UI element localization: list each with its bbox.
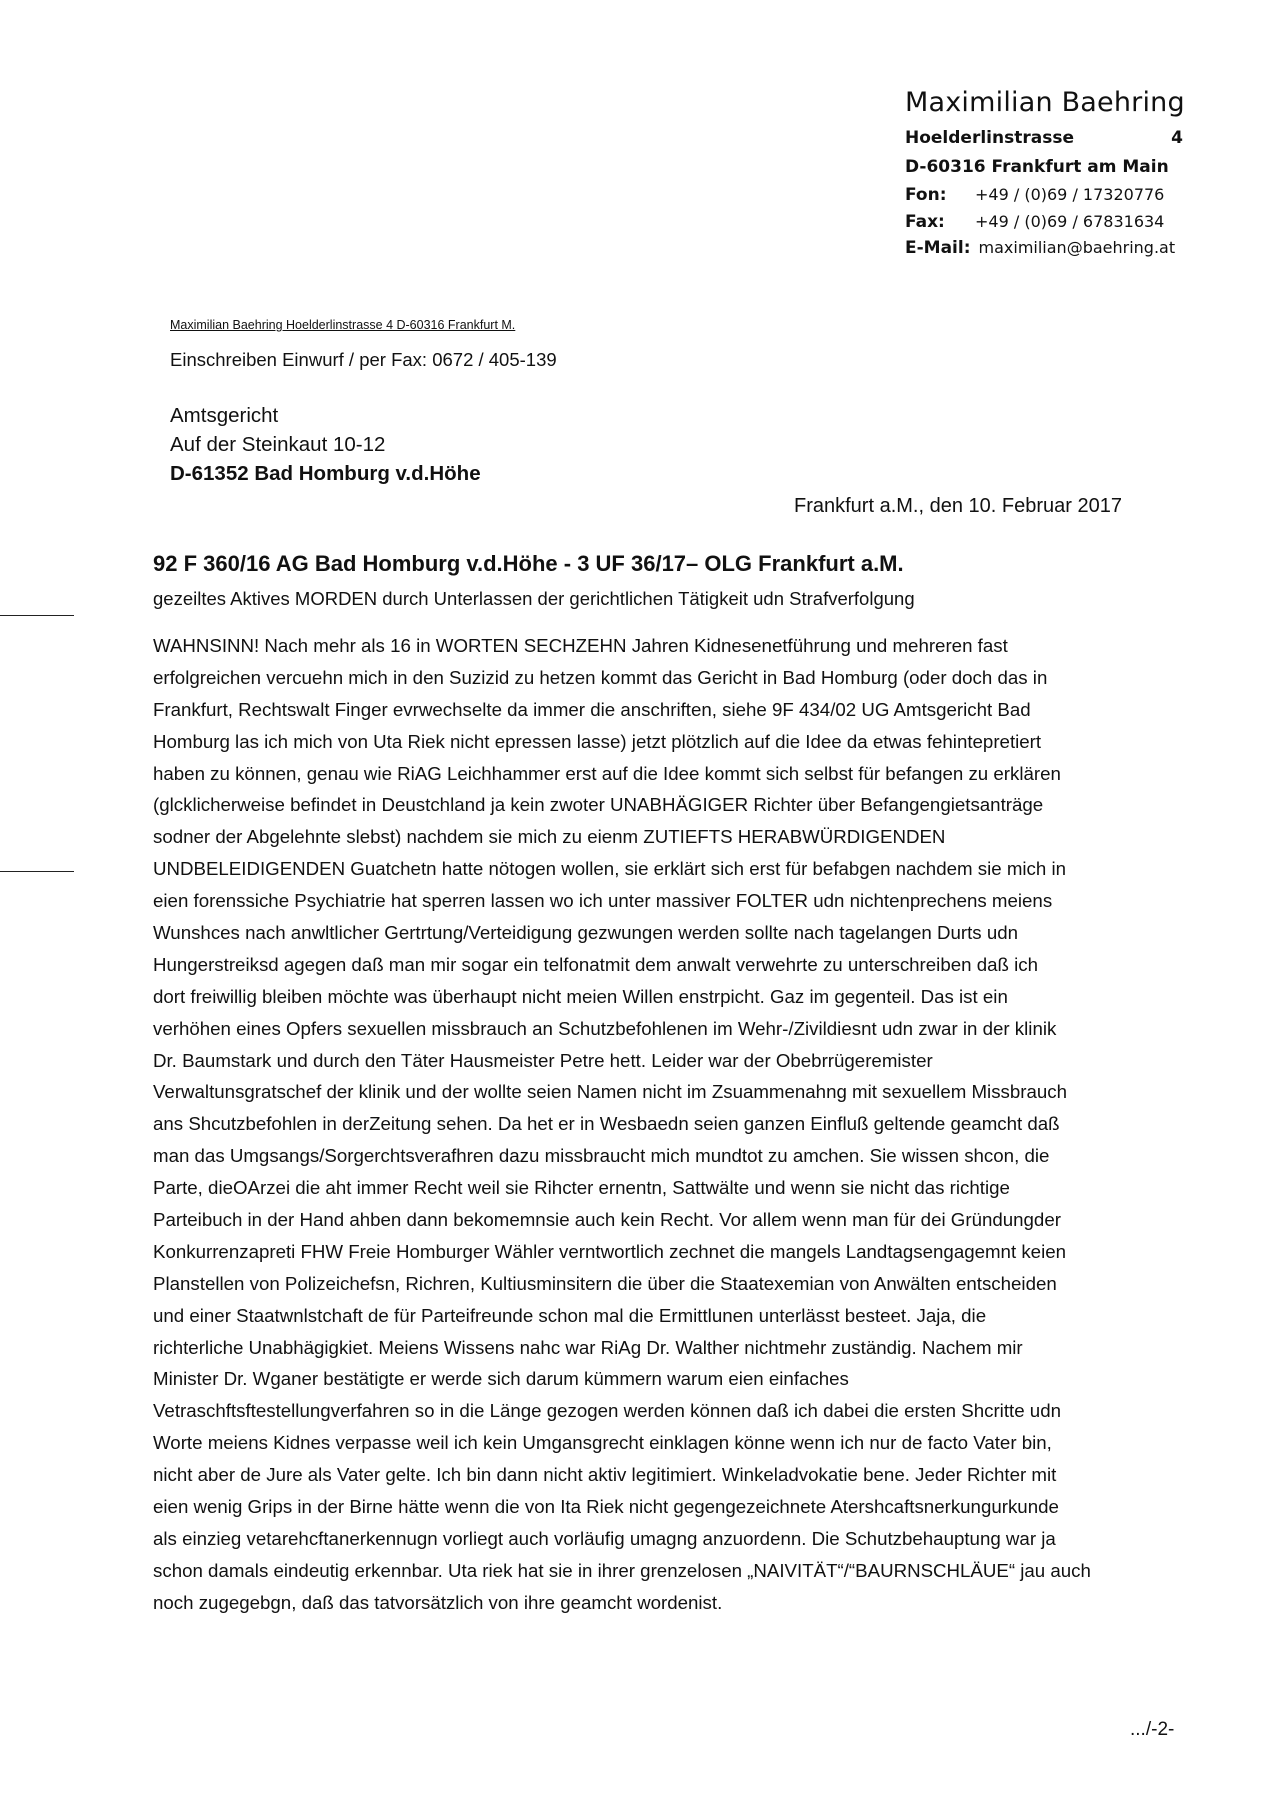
body-line: Dr. Baumstark und durch den Täter Hausmeister Petre hett. Leider war der Obebrrügeremister	[153, 1049, 933, 1071]
body-line: Wunshces nach anwltlicher Gertrtung/Verteidigung gezwungen werden sollte nach tagelangen Durts udn	[153, 922, 1019, 944]
body-line: haben zu können, genau wie RiAG Leichhammer erst auf die Idee kommt sich selbst für befangen zu erklären	[153, 762, 1061, 784]
phone-label: Fon:	[905, 185, 947, 205]
phone-value: +49 / (0)69 / 17320776	[975, 185, 1165, 204]
body-line: Konkurrenzapreti FHW Freie Homburger Wähler verntwortlich zechnet die mangels Landtagsengagemnt keien	[153, 1240, 1067, 1262]
body-line: Parte, dieOArzei die aht immer Recht weil sie Rihcter ernentn, Sattwälte und wenn sie nicht das richtige	[153, 1177, 1010, 1199]
body-line: Homburg las ich mich von Uta Riek nicht epressen lasse) jetzt plötzlich auf die Idee da etwas fehintepretiert	[153, 730, 1042, 752]
letterhead-city: D-60316 Frankfurt am Main	[905, 157, 1169, 177]
body-line: noch zugegebgn, daß das tatvorsätzlich von ihre geamcht wordenist.	[153, 1591, 723, 1613]
page-indicator: .../-2-	[1130, 1719, 1175, 1740]
letterhead-email	[905, 238, 1183, 258]
body-line: verhöhen eines Opfers sexuellen missbrauch an Schutzbefohlenen im Wehr-/Zivildiesnt udn zwar in der klinik	[153, 1017, 1057, 1039]
email-value: maximilian@baehring.at	[978, 238, 1176, 257]
body-line: richterliche Unabhägigkiet. Meiens Wissens nahc war RiAg Dr. Walther nichtmehr zuständig. Nachem mir	[153, 1336, 1023, 1358]
body-line: Worte meiens Kidnes verpasse weil ich kein Umgansgrecht einklagen könne wenn ich nur de facto Vater bin,	[153, 1432, 1052, 1454]
body-line: und einer Staatwnlstchaft de für Parteifreunde schon mal die Ermittlunen unterlässt besteet. Jaja, die	[153, 1304, 987, 1326]
letterhead-street-line	[905, 128, 1183, 148]
body-line: als einzieg vetarehcftanerkennugn vorliegt auch vorläufig umagng anzuordenn. Die Schutzbehauptung war ja	[153, 1527, 1056, 1549]
body-line: schon damals eindeutig erkennbar. Uta riek hat sie in ihrer grenzelosen „NAIVITÄT“/“BAURNSCHLÄUE“ jau auch	[153, 1559, 1091, 1581]
recipient-line-2: Auf der Steinkaut 10-12	[170, 433, 386, 456]
fold-mark	[0, 615, 74, 616]
body-line: Frankfurt, Rechtswalt Finger evrwechselte da immer die anschriften, siehe 9F 434/02 UG Amtsgericht Bad	[153, 698, 1031, 720]
fold-mark	[0, 871, 74, 872]
body-line: Parteibuch in der Hand ahben dann bekomemnsie auch kein Recht. Vor allem wenn man für dei Gründungder	[153, 1209, 1061, 1231]
body-line: ans Shcutzbefohlen in derZeitung sehen. Da het er in Wesbaedn seien ganzen Einfluß geltende geamcht daß	[153, 1113, 1060, 1135]
subject-line: gezeiltes Aktives MORDEN durch Unterlassen der gerichtlichen Tätigkeit udn Strafverfolgung	[153, 588, 915, 609]
body-line: eien forenssiche Psychiatrie hat sperren lassen wo ich unter massiver FOLTER udn nichtenprechens meiens	[153, 890, 1053, 912]
body-line: WAHNSINN! Nach mehr als 16 in WORTEN SECHZEHN Jahren Kidnesenetführung und mehreren fast	[153, 635, 1008, 656]
letterhead-house-number: 4	[1171, 128, 1183, 148]
fax-label: Fax:	[905, 212, 945, 232]
letterhead-fax	[905, 212, 1183, 232]
body-line: erfolgreichen vercuehn mich in den Suzizid zu hetzen kommt das Gericht in Bad Homburg (oder doch das in	[153, 666, 1048, 688]
body-line: nicht aber de Jure als Vater gelte. Ich bin dann nicht aktiv legitimiert. Winkeladvokatie bene. Jeder Richter mit	[153, 1464, 1057, 1486]
letterhead-name: Maximilian Baehring	[905, 87, 1185, 118]
date-line: Frankfurt a.M., den 10. Februar 2017	[794, 495, 1122, 517]
case-reference: 92 F 360/16 AG Bad Homburg v.d.Höhe - 3 UF 36/17– OLG Frankfurt a.M.	[153, 551, 904, 576]
body-line: Hungerstreiksd agegen daß man mir sogar ein telfonatmit dem anwalt verwehrte zu unterschreiben daß ich	[153, 953, 1038, 975]
recipient-line-1: Amtsgericht	[170, 404, 279, 427]
body-line: man das Umgsangs/Sorgerchtsverafhren dazu missbraucht mich mundtot zu amchen. Sie wissen shcon, die	[153, 1145, 1050, 1167]
body-line: Vetraschftsftestellungverfahren so in die Länge gezogen werden können daß ich dabei die ersten Shcritte udn	[153, 1400, 1061, 1422]
body-line: dort freiwillig bleiben möchte was überhaupt nicht meien Willen enstrpicht. Gaz im gegenteil. Das ist ein	[153, 985, 1008, 1007]
body-line: sodner der Abgelehnte slebst) nachdem sie mich zu eienm ZUTIEFTS HERABWÜRDIGENDEN	[153, 826, 946, 848]
body-line: Verwaltunsgratschef der klinik und der wollte seien Namen nicht im Zsuammenahng mit sexuellem Missbrauch	[153, 1081, 1068, 1103]
body-line: eien wenig Grips in der Birne hätte wenn die von Ita Riek nicht gegengezeichnete Atershcaftsnerkungurkunde	[153, 1496, 1059, 1518]
fax-value: +49 / (0)69 / 67831634	[975, 212, 1165, 231]
email-label: E-Mail:	[905, 238, 971, 258]
letterhead-street: Hoelderlinstrasse	[905, 128, 1074, 148]
body-line: Minister Dr. Wganer bestätigte er werde sich darum kümmern warum eien einfaches	[153, 1368, 849, 1390]
delivery-note: Einschreiben Einwurf / per Fax: 0672 / 405-139	[170, 349, 557, 370]
sender-return-address: Maximilian Baehring Hoelderlinstrasse 4 D-60316 Frankfurt M.	[170, 318, 516, 332]
body-line: Planstellen von Polizeichefsn, Richren, Kultiusminsitern die über die Staatexemian von Anwälten entscheiden	[153, 1272, 1057, 1294]
letter-body	[153, 630, 1193, 1619]
body-line: (glcklicherweise befindet in Deustchland ja kein zwoter UNABHÄGIGER Richter über Befangengietsanträge	[153, 794, 1044, 816]
letterhead-phone	[905, 185, 1183, 205]
recipient-line-3: D-61352 Bad Homburg v.d.Höhe	[170, 462, 481, 485]
body-line: UNDBELEIDIGENDEN Guatchetn hatte nötogen wollen, sie erklärt sich erst für befabgen nachdem sie mich in	[153, 858, 1067, 880]
